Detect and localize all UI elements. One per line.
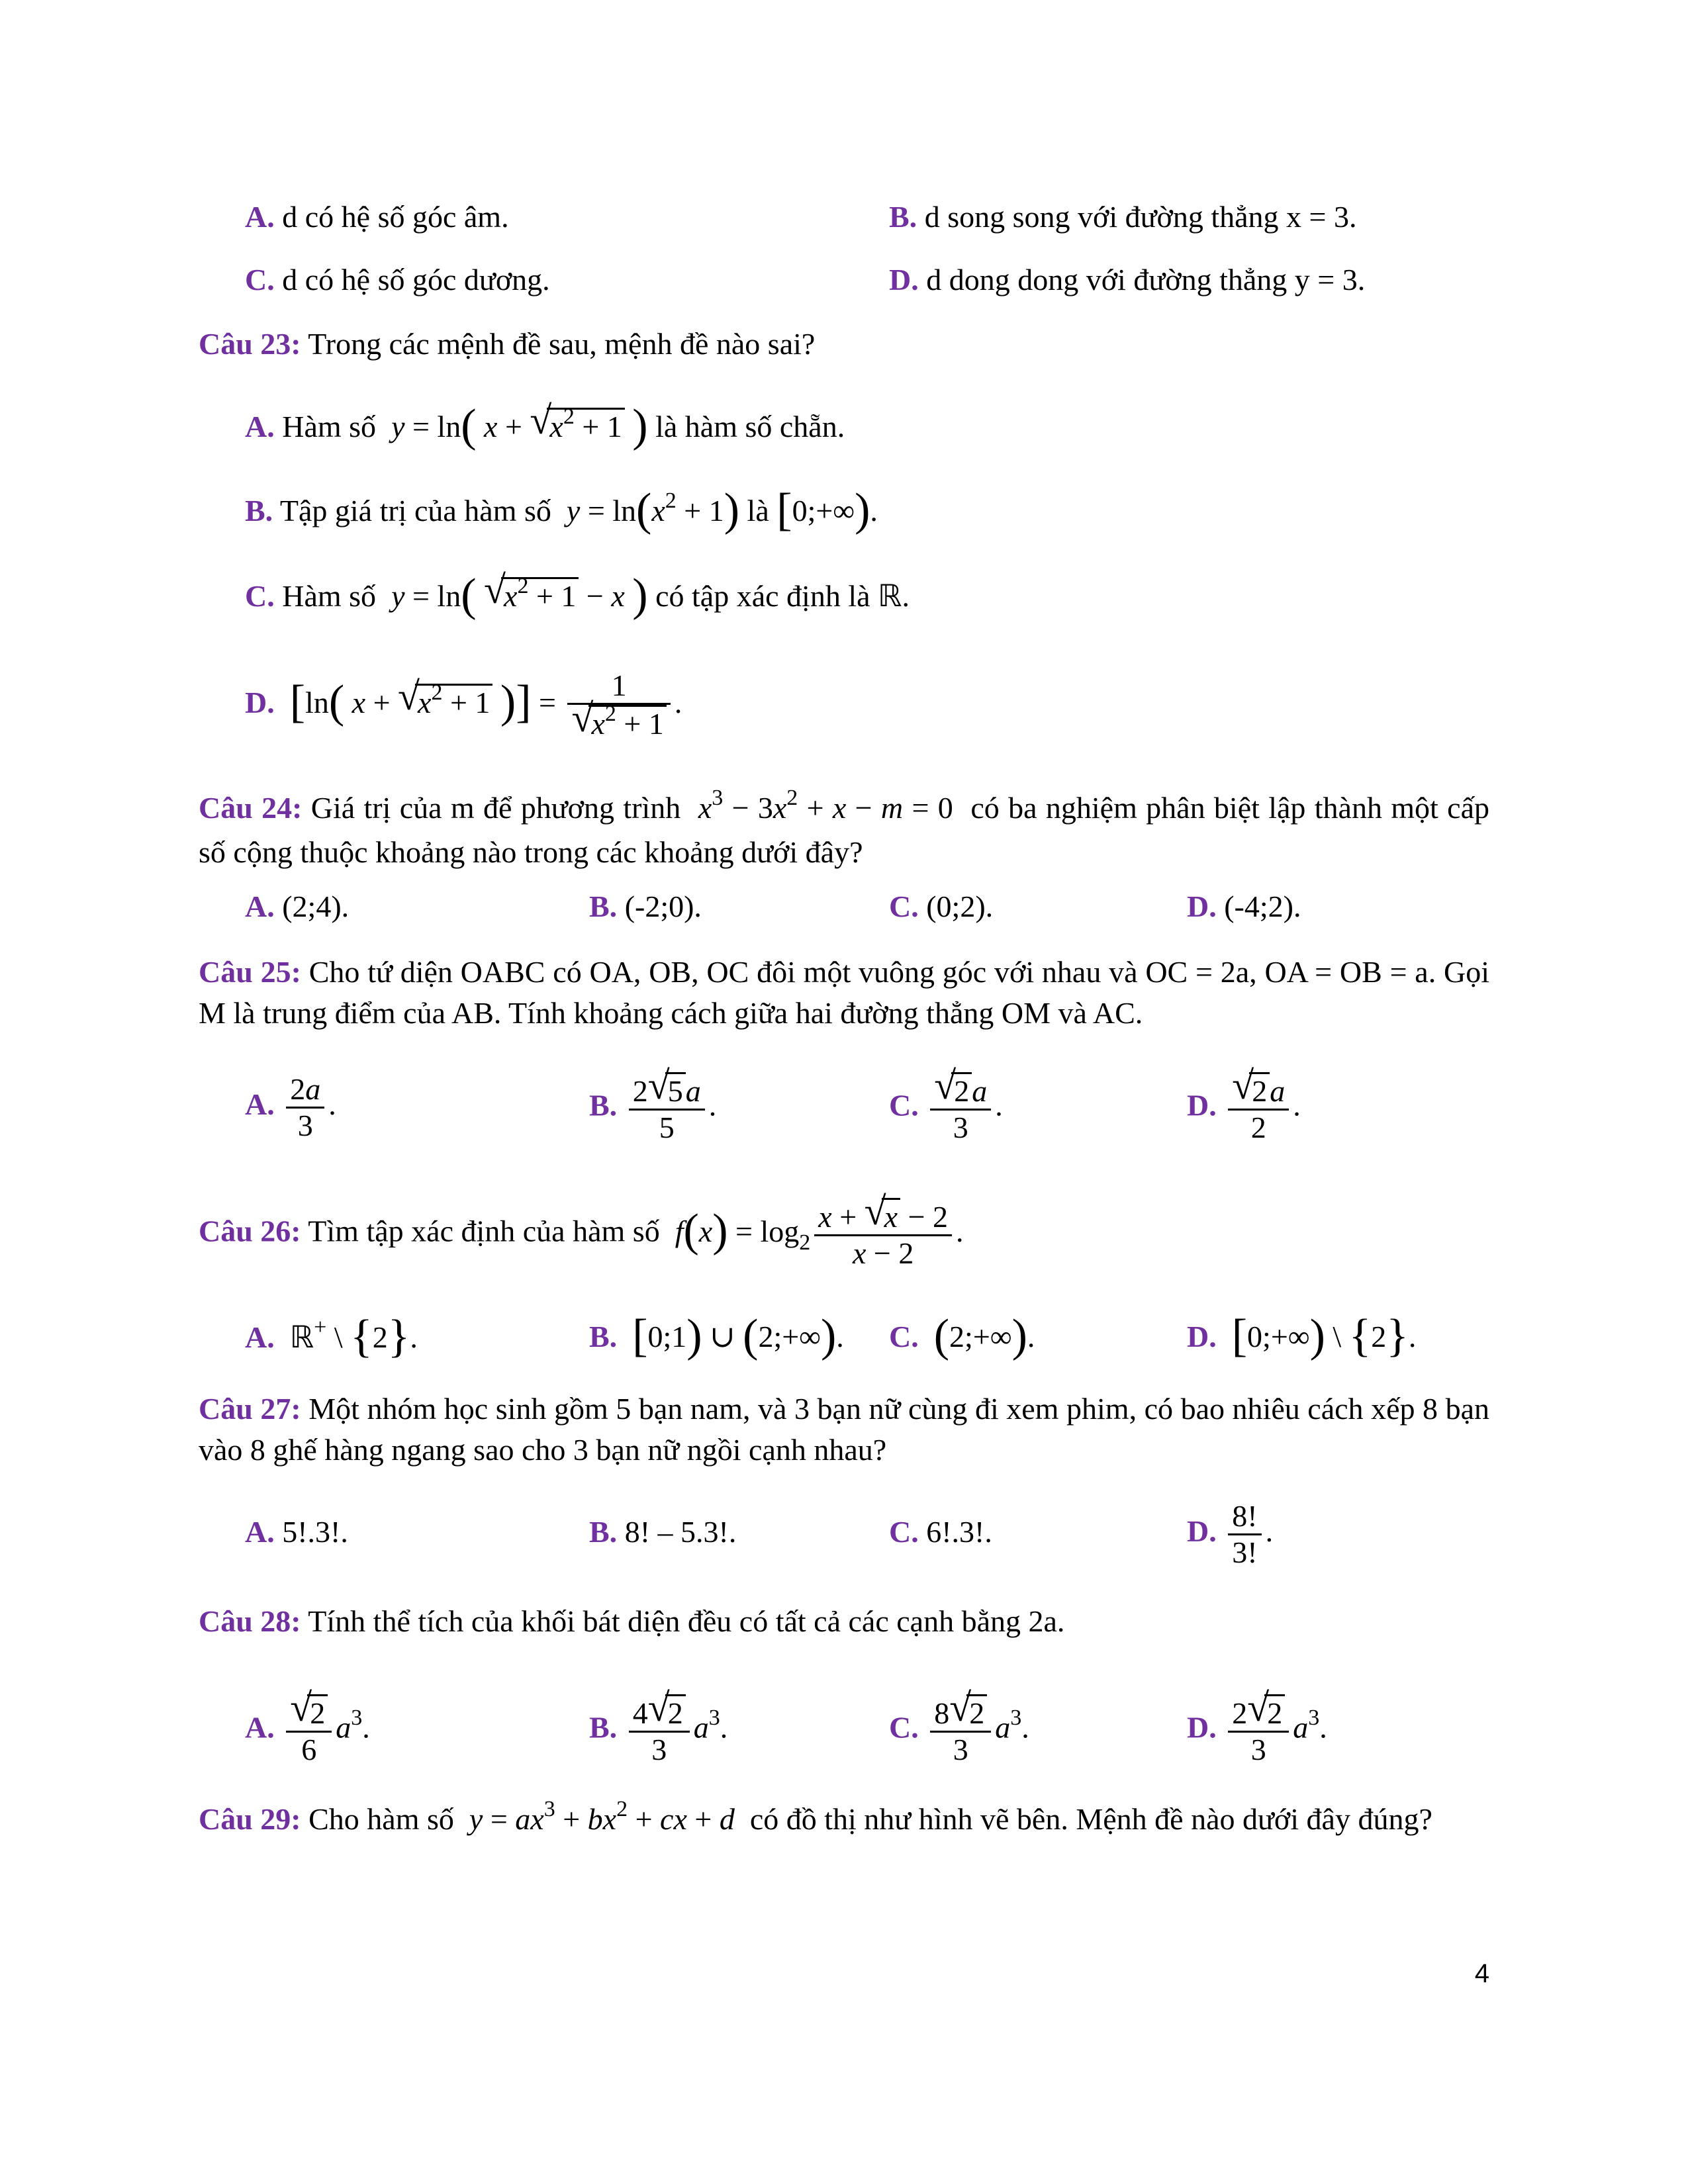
q27-option-c-text: 6!.3!.	[926, 1515, 992, 1549]
q26-option-a-label: A.	[245, 1320, 275, 1354]
q27-text: Một nhóm học sinh gồm 5 bạn nam, và 3 bạn nữ cùng đi xem phim, có bao nhiêu cách xếp 8 bạn vào 8 ghế hàng ngang sao cho 3 bạn nữ ngồi cạnh nhau?	[199, 1392, 1489, 1467]
q23-option-a-formula: y = ln( x + √ $x^2 + 1$ )	[391, 398, 648, 451]
q25-option-b: B. 2 √ 5a 5 .	[589, 1064, 717, 1144]
q23-option-a-suffix: là hàm số chẵn.	[655, 410, 845, 443]
q28-option-d-den: 3	[1250, 1733, 1266, 1766]
q23-option-b-interval: [0;+∞)	[776, 484, 870, 535]
q27-option-a	[245, 1512, 348, 1552]
q27-option-a-label: A.	[245, 1515, 275, 1549]
q23-option-b-prefix: Tập giá trị của hàm số	[279, 494, 551, 527]
q22-option-c-label: C.	[245, 263, 275, 296]
q25-option-c-label: C.	[889, 1088, 919, 1122]
q27-option-b	[589, 1512, 736, 1552]
q28-option-c-coef: 8	[934, 1696, 950, 1730]
q24-option-b-text: (-2;0).	[624, 889, 702, 923]
q22-option-b-text: d song song với đường thẳng x = 3.	[924, 200, 1357, 234]
q26-option-c-label: C.	[889, 1320, 919, 1353]
q27-stem	[199, 1388, 1489, 1471]
q23-option-b-middle: là	[747, 494, 769, 527]
q29-number: Câu 29:	[199, 1802, 301, 1836]
q22-option-b-label: B.	[889, 200, 917, 234]
q24-option-a	[245, 887, 349, 927]
q24-stem	[199, 788, 1489, 873]
q22-option-d-label: D.	[889, 263, 919, 296]
q28-option-a-label: A.	[245, 1710, 275, 1745]
q23-option-d-label: D.	[245, 686, 275, 720]
q24-number: Câu 24:	[199, 791, 303, 825]
q24-text-after: có ba nghiệm phân biệt lập thành một cấp số cộng thuộc khoảng nào trong các khoảng dưới đây?	[199, 791, 1489, 869]
q29-equation: $y = ax^3 + bx^2$ + cx + d	[469, 1797, 735, 1836]
q28-option-d-coef: 2	[1232, 1696, 1248, 1730]
q27-option-c	[889, 1512, 992, 1552]
page-number: 4	[1474, 1959, 1489, 1988]
q28-option-c: C. 8 √ 2 3 $a^3$.	[889, 1686, 1029, 1766]
q23-option-c-formula: y = ln( √ $x^2 + 1 - x$ )	[391, 568, 648, 621]
q27-option-b-label: B.	[589, 1515, 618, 1549]
q26-option-b-label: B.	[589, 1320, 618, 1353]
q28-option-b-coef: 4	[632, 1696, 648, 1730]
q28-option-a-den: 6	[301, 1733, 317, 1766]
q26-stem	[199, 1189, 964, 1271]
q27-option-d-den: 3!	[1232, 1535, 1258, 1569]
q28-option-b-den: 3	[651, 1733, 667, 1766]
q25-number: Câu 25:	[199, 955, 301, 989]
q26-option-d-label: D.	[1187, 1320, 1217, 1353]
q22-option-a-label: A.	[245, 200, 275, 234]
q22-option-b	[889, 197, 1357, 237]
q26-option-c: C. (2;+∞).	[889, 1310, 1035, 1361]
q28-option-d-label: D.	[1187, 1710, 1217, 1745]
q28-option-b: B. 4 √ 2 3 $a^3$.	[589, 1686, 728, 1766]
q26-text: Tìm tập xác định của hàm số	[308, 1214, 660, 1248]
q27-option-d: D. $\frac{8!}{3!}$ .	[1187, 1499, 1274, 1569]
q23-number: Câu 23:	[199, 327, 301, 361]
q23-option-d	[245, 668, 682, 743]
q24-option-d-label: D.	[1187, 889, 1217, 923]
q25-option-a: A. $\frac{2a}{3}$ .	[245, 1072, 336, 1142]
q27-option-a-text: 5!.3!.	[282, 1515, 348, 1549]
q25-option-b-label: B.	[589, 1088, 618, 1122]
q24-equation: $x^3 - 3x^2 + x - m = 0$	[698, 786, 962, 825]
q29-text-before: Cho hàm số	[308, 1802, 454, 1836]
q26-option-d: D. [0;+∞) \ {2}.	[1187, 1310, 1417, 1361]
q24-option-a-label: A.	[245, 889, 275, 923]
q28-option-a: A. √ 2 6 $a^3$.	[245, 1686, 370, 1766]
q28-option-d: D. 2 √ 2 3 $a^3$.	[1187, 1686, 1327, 1766]
q29-stem	[199, 1799, 1489, 1843]
q22-option-d-text: d dong dong với đường thẳng y = 3.	[926, 263, 1366, 296]
q28-option-c-den: 3	[953, 1733, 968, 1766]
q23-option-d-formula: [ln( x + √ $x^2 + 1$ )] = 1 √ $x^2 + 1$ .	[282, 686, 682, 719]
q24-option-d-text: (-4;2).	[1224, 889, 1301, 923]
q27-number: Câu 27:	[199, 1392, 301, 1426]
q23-option-b-suffix: .	[870, 494, 878, 527]
q24-option-c-text: (0;2).	[926, 889, 994, 923]
q23-stem	[199, 324, 815, 364]
q25-option-a-label: A.	[245, 1087, 275, 1122]
q24-option-c-label: C.	[889, 889, 919, 923]
q23-option-c-suffix: có tập xác định là	[655, 579, 870, 613]
q25-option-d-label: D.	[1187, 1088, 1217, 1122]
q25-text: Cho tứ diện OABC có OA, OB, OC đôi một vuông góc với nhau và OC = 2a, OA = OB = a. Gọi M là trung điểm của AB. Tính khoảng cách giữa hai đường thẳng OM và AC.	[199, 955, 1490, 1030]
q27-option-b-text: 8! – 5.3!.	[624, 1515, 737, 1549]
q23-option-b-formula: $y = \ln(x^2 + 1)$	[566, 484, 740, 535]
q23-option-a-prefix: Hàm số	[282, 410, 377, 443]
q22-option-c-text: d có hệ số góc dương.	[282, 263, 550, 296]
q25-option-d: D. √ 2a 2 .	[1187, 1064, 1301, 1144]
q22-option-a-text: d có hệ số góc âm.	[282, 200, 509, 234]
q22-option-a	[245, 197, 509, 237]
q23-option-c: C. Hàm số y = ln( √ $x^2 + 1 - x$ ) có tập xác định là ℝ.	[245, 568, 910, 621]
q28-option-b-label: B.	[589, 1710, 618, 1745]
q24-option-d	[1187, 887, 1301, 927]
q28-stem	[199, 1602, 1064, 1641]
q28-number: Câu 28:	[199, 1604, 301, 1638]
q22-option-d	[889, 260, 1365, 300]
q26-formula: $f(x) = \log_2$ x + √ x − 2 x − 2 .	[675, 1189, 964, 1270]
q28-text: Tính thể tích của khối bát diện đều có tất cả các cạnh bằng 2a.	[308, 1604, 1065, 1638]
q26-option-b: B. [0;1) ∪ (2;+∞).	[589, 1310, 844, 1361]
q23-option-a	[245, 398, 845, 451]
q23-text: Trong các mệnh đề sau, mệnh đề nào sai?	[308, 327, 816, 361]
q27-option-d-label: D.	[1187, 1514, 1217, 1549]
q24-option-a-text: (2;4).	[282, 889, 350, 923]
q27-option-c-label: C.	[889, 1515, 919, 1549]
q26-option-a: A. ℝ+ \ {2}.	[245, 1311, 418, 1362]
q22-option-c	[245, 260, 550, 300]
q29-text-after: có đồ thị như hình vẽ bên. Mệnh đề nào dưới đây đúng?	[749, 1802, 1432, 1836]
q27-option-d-num: 8!	[1228, 1499, 1261, 1535]
q23-option-b	[245, 484, 878, 535]
q23-option-a-label: A.	[245, 410, 275, 443]
q24-text-before: Giá trị của m để phương trình	[310, 791, 681, 825]
q23-option-b-label: B.	[245, 494, 273, 527]
q26-number: Câu 26:	[199, 1214, 301, 1248]
q28-option-c-label: C.	[889, 1710, 919, 1745]
q24-option-c	[889, 887, 993, 927]
q23-option-c-label: C.	[245, 579, 275, 613]
q25-option-c: C. √ 2a 3 .	[889, 1064, 1003, 1144]
q24-option-b	[589, 887, 702, 927]
q25-stem	[199, 952, 1489, 1034]
q23-option-c-prefix: Hàm số	[282, 579, 377, 613]
q24-option-b-label: B.	[589, 889, 618, 923]
q23-option-c-reals: ℝ	[878, 578, 902, 614]
